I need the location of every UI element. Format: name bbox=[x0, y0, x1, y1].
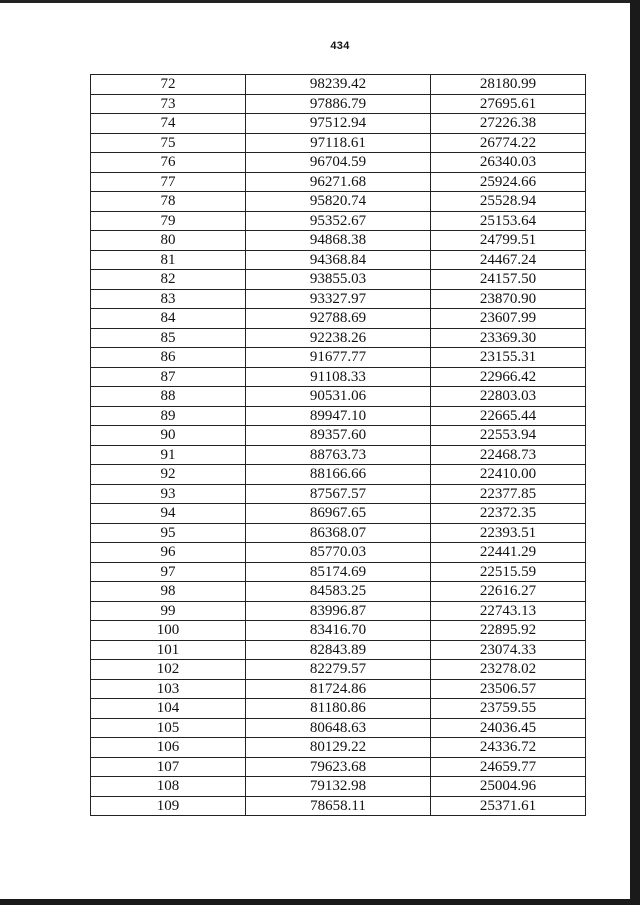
table-row bbox=[91, 445, 586, 465]
table-row bbox=[91, 562, 586, 582]
table-row bbox=[91, 75, 586, 95]
value-b-cell: 22553.94 bbox=[431, 426, 586, 446]
row-index-cell: 100 bbox=[91, 621, 246, 641]
value-a-cell: 94368.84 bbox=[246, 250, 431, 270]
value-b-cell: 22468.73 bbox=[431, 445, 586, 465]
row-index-cell: 102 bbox=[91, 660, 246, 680]
table-row bbox=[91, 718, 586, 738]
value-a-cell: 79132.98 bbox=[246, 777, 431, 797]
value-b-cell: 23155.31 bbox=[431, 348, 586, 368]
row-index-cell: 79 bbox=[91, 211, 246, 231]
value-b-cell: 26774.22 bbox=[431, 133, 586, 153]
value-b-cell: 22743.13 bbox=[431, 601, 586, 621]
row-index-cell: 87 bbox=[91, 367, 246, 387]
row-index-cell: 82 bbox=[91, 270, 246, 290]
value-b-cell: 25924.66 bbox=[431, 172, 586, 192]
row-index-cell: 91 bbox=[91, 445, 246, 465]
value-a-cell: 85174.69 bbox=[246, 562, 431, 582]
value-b-cell: 24157.50 bbox=[431, 270, 586, 290]
row-index-cell: 72 bbox=[91, 75, 246, 95]
page-number: 434 bbox=[330, 40, 350, 52]
value-b-cell: 23074.33 bbox=[431, 640, 586, 660]
table-row bbox=[91, 660, 586, 680]
row-index-cell: 99 bbox=[91, 601, 246, 621]
value-b-cell: 24467.24 bbox=[431, 250, 586, 270]
value-a-cell: 78658.11 bbox=[246, 796, 431, 816]
table-row bbox=[91, 777, 586, 797]
value-b-cell: 22616.27 bbox=[431, 582, 586, 602]
row-index-cell: 109 bbox=[91, 796, 246, 816]
row-index-cell: 86 bbox=[91, 348, 246, 368]
row-index-cell: 76 bbox=[91, 153, 246, 173]
value-b-cell: 22441.29 bbox=[431, 543, 586, 563]
value-a-cell: 87567.57 bbox=[246, 484, 431, 504]
row-index-cell: 108 bbox=[91, 777, 246, 797]
value-a-cell: 86368.07 bbox=[246, 523, 431, 543]
value-a-cell: 93327.97 bbox=[246, 289, 431, 309]
row-index-cell: 107 bbox=[91, 757, 246, 777]
row-index-cell: 104 bbox=[91, 699, 246, 719]
value-a-cell: 81724.86 bbox=[246, 679, 431, 699]
table-row bbox=[91, 328, 586, 348]
row-index-cell: 83 bbox=[91, 289, 246, 309]
value-b-cell: 26340.03 bbox=[431, 153, 586, 173]
value-b-cell: 22410.00 bbox=[431, 465, 586, 485]
table-row bbox=[91, 582, 586, 602]
value-b-cell: 23870.90 bbox=[431, 289, 586, 309]
value-b-cell: 25004.96 bbox=[431, 777, 586, 797]
value-a-cell: 82843.89 bbox=[246, 640, 431, 660]
table-row bbox=[91, 523, 586, 543]
value-a-cell: 97118.61 bbox=[246, 133, 431, 153]
value-b-cell: 28180.99 bbox=[431, 75, 586, 95]
value-b-cell: 22895.92 bbox=[431, 621, 586, 641]
table-row bbox=[91, 289, 586, 309]
row-index-cell: 92 bbox=[91, 465, 246, 485]
value-b-cell: 23506.57 bbox=[431, 679, 586, 699]
value-a-cell: 92238.26 bbox=[246, 328, 431, 348]
table-row bbox=[91, 133, 586, 153]
value-b-cell: 24799.51 bbox=[431, 231, 586, 251]
value-b-cell: 23369.30 bbox=[431, 328, 586, 348]
value-a-cell: 90531.06 bbox=[246, 387, 431, 407]
table-row bbox=[91, 738, 586, 758]
row-index-cell: 105 bbox=[91, 718, 246, 738]
table-row bbox=[91, 172, 586, 192]
table-row bbox=[91, 211, 586, 231]
value-b-cell: 24659.77 bbox=[431, 757, 586, 777]
value-b-cell: 27695.61 bbox=[431, 94, 586, 114]
row-index-cell: 106 bbox=[91, 738, 246, 758]
value-b-cell: 24036.45 bbox=[431, 718, 586, 738]
row-index-cell: 75 bbox=[91, 133, 246, 153]
row-index-cell: 84 bbox=[91, 309, 246, 329]
row-index-cell: 89 bbox=[91, 406, 246, 426]
value-b-cell: 25371.61 bbox=[431, 796, 586, 816]
value-a-cell: 95352.67 bbox=[246, 211, 431, 231]
value-a-cell: 96271.68 bbox=[246, 172, 431, 192]
row-index-cell: 77 bbox=[91, 172, 246, 192]
value-a-cell: 95820.74 bbox=[246, 192, 431, 212]
table-body bbox=[91, 75, 586, 816]
row-index-cell: 74 bbox=[91, 114, 246, 134]
table-row bbox=[91, 309, 586, 329]
data-table bbox=[90, 74, 586, 816]
value-a-cell: 85770.03 bbox=[246, 543, 431, 563]
value-a-cell: 97512.94 bbox=[246, 114, 431, 134]
row-index-cell: 73 bbox=[91, 94, 246, 114]
value-a-cell: 92788.69 bbox=[246, 309, 431, 329]
scan-bottom-edge bbox=[0, 899, 640, 905]
value-a-cell: 91677.77 bbox=[246, 348, 431, 368]
row-index-cell: 94 bbox=[91, 504, 246, 524]
value-b-cell: 25153.64 bbox=[431, 211, 586, 231]
scan-right-edge bbox=[630, 0, 640, 905]
row-index-cell: 85 bbox=[91, 328, 246, 348]
value-b-cell: 22803.03 bbox=[431, 387, 586, 407]
row-index-cell: 97 bbox=[91, 562, 246, 582]
table-row bbox=[91, 406, 586, 426]
value-b-cell: 23759.55 bbox=[431, 699, 586, 719]
value-a-cell: 84583.25 bbox=[246, 582, 431, 602]
row-index-cell: 95 bbox=[91, 523, 246, 543]
value-a-cell: 89947.10 bbox=[246, 406, 431, 426]
table-row bbox=[91, 621, 586, 641]
row-index-cell: 80 bbox=[91, 231, 246, 251]
value-b-cell: 22665.44 bbox=[431, 406, 586, 426]
value-a-cell: 89357.60 bbox=[246, 426, 431, 446]
table-row bbox=[91, 484, 586, 504]
table-row bbox=[91, 231, 586, 251]
table-row bbox=[91, 94, 586, 114]
row-index-cell: 93 bbox=[91, 484, 246, 504]
table-row bbox=[91, 796, 586, 816]
table-row bbox=[91, 426, 586, 446]
table-row bbox=[91, 543, 586, 563]
value-b-cell: 23607.99 bbox=[431, 309, 586, 329]
value-a-cell: 82279.57 bbox=[246, 660, 431, 680]
value-a-cell: 86967.65 bbox=[246, 504, 431, 524]
value-a-cell: 98239.42 bbox=[246, 75, 431, 95]
table-row bbox=[91, 601, 586, 621]
row-index-cell: 96 bbox=[91, 543, 246, 563]
table-row bbox=[91, 465, 586, 485]
value-a-cell: 93855.03 bbox=[246, 270, 431, 290]
value-b-cell: 22372.35 bbox=[431, 504, 586, 524]
value-b-cell: 22515.59 bbox=[431, 562, 586, 582]
value-b-cell: 25528.94 bbox=[431, 192, 586, 212]
table-row bbox=[91, 387, 586, 407]
table-row bbox=[91, 250, 586, 270]
table-row bbox=[91, 270, 586, 290]
value-a-cell: 79623.68 bbox=[246, 757, 431, 777]
value-b-cell: 23278.02 bbox=[431, 660, 586, 680]
value-a-cell: 83996.87 bbox=[246, 601, 431, 621]
value-b-cell: 24336.72 bbox=[431, 738, 586, 758]
value-b-cell: 22393.51 bbox=[431, 523, 586, 543]
row-index-cell: 101 bbox=[91, 640, 246, 660]
value-a-cell: 88763.73 bbox=[246, 445, 431, 465]
value-b-cell: 22377.85 bbox=[431, 484, 586, 504]
table-row bbox=[91, 699, 586, 719]
value-a-cell: 96704.59 bbox=[246, 153, 431, 173]
table-row bbox=[91, 153, 586, 173]
table-row bbox=[91, 757, 586, 777]
value-b-cell: 22966.42 bbox=[431, 367, 586, 387]
value-a-cell: 97886.79 bbox=[246, 94, 431, 114]
value-a-cell: 80648.63 bbox=[246, 718, 431, 738]
scan-top-edge bbox=[0, 0, 640, 3]
row-index-cell: 81 bbox=[91, 250, 246, 270]
table-row bbox=[91, 192, 586, 212]
table-row bbox=[91, 367, 586, 387]
row-index-cell: 78 bbox=[91, 192, 246, 212]
row-index-cell: 98 bbox=[91, 582, 246, 602]
value-a-cell: 88166.66 bbox=[246, 465, 431, 485]
table-row bbox=[91, 114, 586, 134]
row-index-cell: 103 bbox=[91, 679, 246, 699]
row-index-cell: 88 bbox=[91, 387, 246, 407]
table-row bbox=[91, 679, 586, 699]
value-a-cell: 94868.38 bbox=[246, 231, 431, 251]
table-row bbox=[91, 348, 586, 368]
value-b-cell: 27226.38 bbox=[431, 114, 586, 134]
value-a-cell: 91108.33 bbox=[246, 367, 431, 387]
value-a-cell: 80129.22 bbox=[246, 738, 431, 758]
table-row bbox=[91, 640, 586, 660]
value-a-cell: 81180.86 bbox=[246, 699, 431, 719]
value-a-cell: 83416.70 bbox=[246, 621, 431, 641]
row-index-cell: 90 bbox=[91, 426, 246, 446]
table-row bbox=[91, 504, 586, 524]
